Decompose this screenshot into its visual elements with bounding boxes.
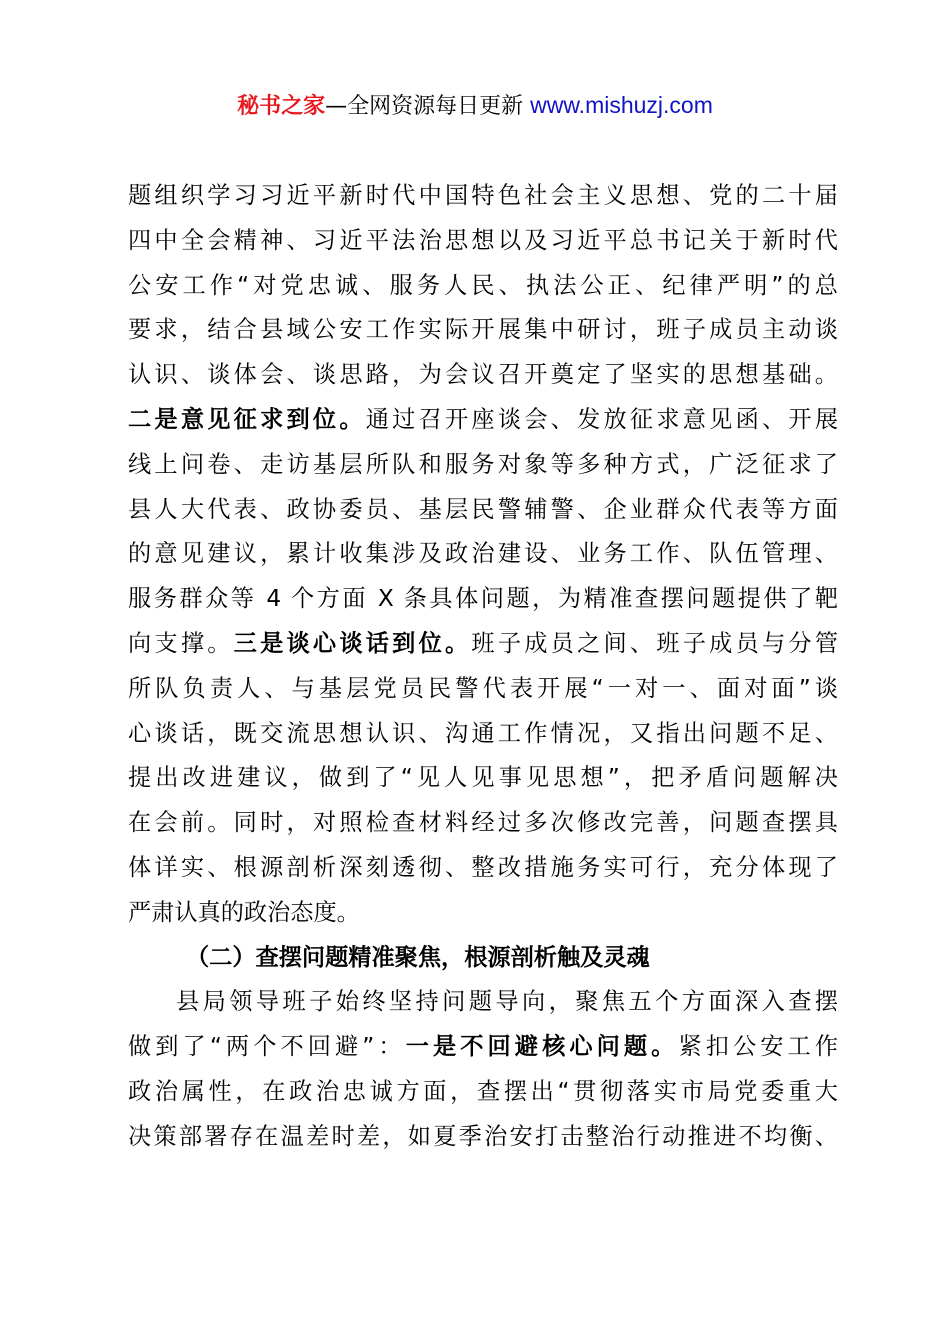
paragraph-first-line: 县局领导班子始终坚持问题导向，聚焦五个方面深入查摆: [176, 988, 838, 1016]
text-line: 服务群众等 4 个方面 X 条具体问题，为精准查摆问题提供了靶: [128, 585, 838, 613]
text-run: 做到了“两个不回避”：: [128, 1033, 406, 1061]
site-url-link[interactable]: www.mishuzj.com: [530, 92, 713, 118]
text-line: 在会前。同时，对照检查材料经过多次修改完善，问题查摆具: [128, 809, 838, 837]
text-line: 认识、谈体会、谈思路，为会议召开奠定了坚实的思想基础。: [128, 361, 838, 389]
text-line: 四中全会精神、习近平法治思想以及习近平总书记关于新时代: [128, 226, 838, 254]
text-line: 心谈话，既交流思想认识、沟通工作情况，又指出问题不足、: [128, 719, 838, 747]
text-run: 通过召开座谈会、发放征求意见函、开展: [365, 405, 839, 433]
site-header: [0, 88, 950, 124]
site-tagline: —全网资源每日更新: [325, 94, 531, 119]
bold-phrase: 三是谈心谈话到位。: [233, 629, 472, 657]
text-line-mixed: [128, 1025, 838, 1070]
document-body: [128, 174, 838, 1160]
text-line: 公安工作“对党忠诚、服务人民、执法公正、纪律严明”的总: [128, 271, 838, 299]
text-line: 的意见建议，累计收集涉及政治建设、业务工作、队伍管理、: [128, 540, 838, 568]
text-run: 向支撑。: [128, 629, 234, 657]
text-line: 严肃认真的政治态度。: [128, 898, 360, 926]
text-line: 所队负责人、与基层党员民警代表开展“一对一、面对面”谈: [128, 674, 838, 702]
text-line: 县人大代表、政协委员、基层民警辅警、企业群众代表等方面: [128, 495, 838, 523]
text-line-mixed: [128, 622, 838, 667]
text-line: 体详实、根源剖析深刻透彻、整改措施务实可行，充分体现了: [128, 853, 838, 881]
text-run: 班子成员之间、班子成员与分管: [471, 629, 839, 657]
text-line: 要求，结合县域公安工作实际开展集中研讨，班子成员主动谈: [128, 316, 838, 344]
text-run: 紧扣公安工作: [678, 1033, 839, 1061]
bold-phrase: 一是不回避核心问题。: [405, 1033, 679, 1061]
site-brand: 秘书之家: [237, 94, 326, 119]
section-heading: （二）查摆问题精准聚焦，根源剖析触及灵魂: [186, 943, 650, 971]
text-line: 决策部署存在温差时差，如夏季治安打击整治行动推进不均衡、: [128, 1122, 838, 1150]
text-line: 提出改进建议，做到了“见人见事见思想”，把矛盾问题解决: [128, 764, 838, 792]
text-line: 线上问卷、走访基层所队和服务对象等多种方式，广泛征求了: [128, 450, 838, 478]
text-line-mixed: [128, 398, 838, 443]
text-line: 政治属性，在政治忠诚方面，查摆出“贯彻落实市局党委重大: [128, 1077, 838, 1105]
bold-phrase: 二是意见征求到位。: [128, 405, 366, 433]
text-line: 题组织学习习近平新时代中国特色社会主义思想、党的二十届: [128, 182, 838, 209]
